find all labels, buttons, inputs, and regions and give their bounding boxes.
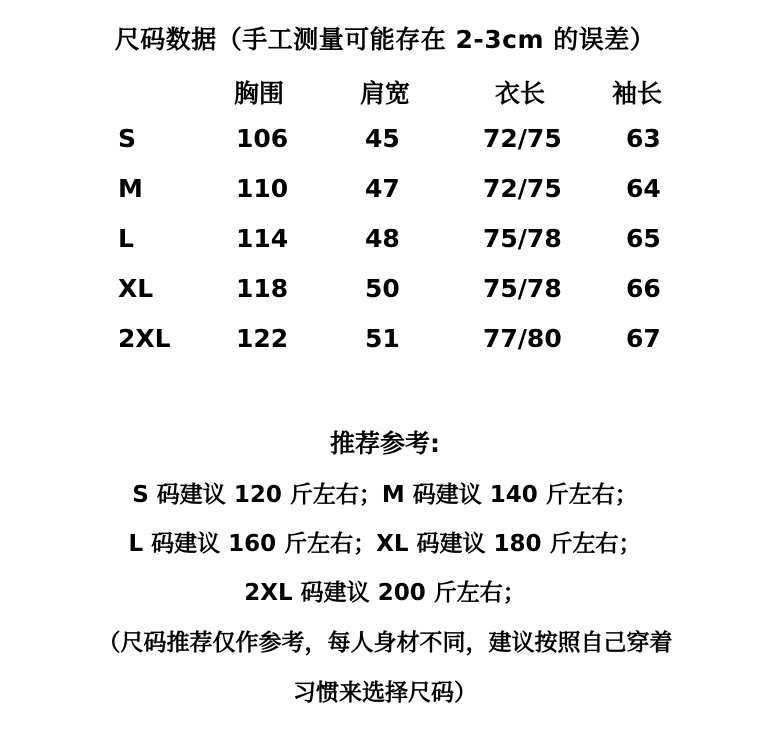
shoulder-value: 50 bbox=[365, 274, 400, 303]
length-value: 75/78 bbox=[483, 224, 562, 253]
sleeve-value: 64 bbox=[626, 174, 661, 203]
recommendation-title: 推荐参考: bbox=[330, 429, 440, 458]
size-label: XL bbox=[118, 274, 154, 303]
sleeve-value: 65 bbox=[626, 224, 661, 253]
chest-value: 106 bbox=[236, 124, 289, 153]
recommendation-note: 习惯来选择尺码） bbox=[293, 680, 477, 706]
sleeve-value: 67 bbox=[626, 324, 661, 353]
sleeve-value: 66 bbox=[626, 274, 661, 303]
shoulder-value: 47 bbox=[365, 174, 400, 203]
chest-value: 118 bbox=[236, 274, 289, 303]
header-shoulder: 肩宽 bbox=[360, 79, 411, 108]
sleeve-value: 63 bbox=[626, 124, 661, 153]
shoulder-value: 45 bbox=[365, 124, 400, 153]
length-value: 77/80 bbox=[483, 324, 562, 353]
size-chart-title: 尺码数据（手工测量可能存在 2-3cm 的误差） bbox=[114, 25, 656, 54]
size-label: 2XL bbox=[118, 324, 171, 353]
shoulder-value: 48 bbox=[365, 224, 400, 253]
header-length: 衣长 bbox=[495, 79, 546, 108]
length-value: 72/75 bbox=[483, 174, 562, 203]
size-label: M bbox=[118, 174, 143, 203]
length-value: 75/78 bbox=[483, 274, 562, 303]
recommendation-line: S 码建议 120 斤左右；M 码建议 140 斤左右； bbox=[132, 482, 638, 508]
recommendation-line: 2XL 码建议 200 斤左右； bbox=[244, 580, 526, 606]
length-value: 72/75 bbox=[483, 124, 562, 153]
size-label: S bbox=[118, 124, 137, 153]
recommendation-note: （尺码推荐仅作参考，每人身材不同，建议按照自己穿着 bbox=[97, 630, 673, 656]
header-sleeve: 袖长 bbox=[612, 79, 663, 108]
shoulder-value: 51 bbox=[365, 324, 400, 353]
header-chest: 胸围 bbox=[234, 79, 285, 108]
size-label: L bbox=[118, 224, 134, 253]
recommendation-line: L 码建议 160 斤左右；XL 码建议 180 斤左右； bbox=[128, 531, 642, 557]
chest-value: 122 bbox=[236, 324, 289, 353]
chest-value: 110 bbox=[236, 174, 289, 203]
chest-value: 114 bbox=[236, 224, 289, 253]
